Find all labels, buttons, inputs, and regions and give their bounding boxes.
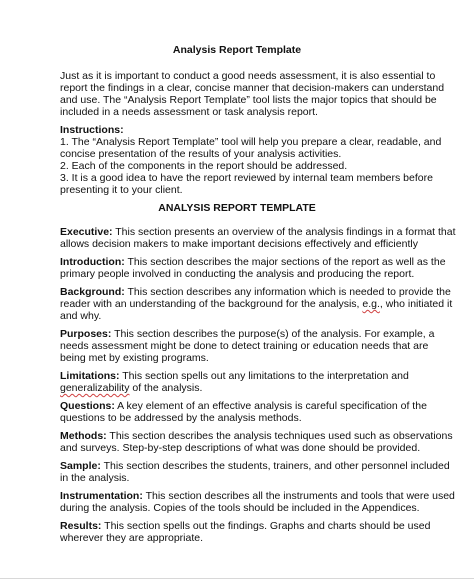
section-sample-line-2: in the analysis. bbox=[60, 472, 130, 484]
instructions-heading: Instructions: bbox=[60, 124, 124, 136]
section-sample-line-1: Sample: This section describes the students, trainers, and other personnel included bbox=[60, 460, 450, 472]
section-methods-line-1: Methods: This section describes the analysis techniques used such as observations bbox=[60, 430, 453, 442]
instruction-line-3: 2. Each of the components in the report should be addressed. bbox=[60, 160, 348, 172]
section-label-background: Background: bbox=[60, 286, 125, 298]
template-title: ANALYSIS REPORT TEMPLATE bbox=[158, 202, 316, 214]
section-questions-line-2: questions to be addressed by the analysis methods. bbox=[60, 412, 302, 424]
section-purposes-line-1: Purposes: This section describes the purpose(s) of the analysis. For example, a bbox=[60, 328, 435, 340]
instruction-line-1: 1. The “Analysis Report Template” tool will help you prepare a clear, readable, and bbox=[60, 136, 442, 148]
section-label-results: Results: bbox=[60, 520, 102, 532]
page-bottom-divider bbox=[0, 578, 474, 579]
section-purposes-line-3: being met by existing programs. bbox=[60, 352, 209, 364]
section-instrumentation-line-2: during the analysis. Copies of the tools should be included in the Appendices. bbox=[60, 502, 420, 514]
section-label-limitations: Limitations: bbox=[60, 370, 120, 382]
section-questions-line-1: Questions: A key element of an effective analysis is careful specification of the bbox=[60, 400, 427, 412]
spellcheck-word-generalizability: generalizability bbox=[60, 382, 130, 394]
section-limitations-line-2: generalizability of the analysis. bbox=[60, 382, 203, 394]
section-label-questions: Questions: bbox=[60, 400, 115, 412]
section-label-instrumentation: Instrumentation: bbox=[60, 490, 143, 502]
section-label-sample: Sample: bbox=[60, 460, 101, 472]
section-label-executive: Executive: bbox=[60, 226, 113, 238]
section-background-line-2: reader with an understanding of the background for the analysis, e.g., who initiated it bbox=[60, 298, 453, 310]
section-methods-line-2: and surveys. Step-by-step descriptions of what was done should be provided. bbox=[60, 442, 421, 454]
section-introduction-line-2: primary people involved in conducting the analysis and producing the report. bbox=[60, 268, 415, 280]
section-results-line-1: Results: This section spells out the findings. Graphs and charts should be used bbox=[60, 520, 431, 532]
section-background-line-1: Background: This section describes any information which is needed to provide the bbox=[60, 286, 451, 298]
instruction-line-4: 3. It is a good idea to have the report reviewed by internal team members before bbox=[60, 172, 433, 184]
section-instrumentation-line-1: Instrumentation: This section describes all the instruments and tools that were used bbox=[60, 490, 455, 502]
intro-line-2: report the findings in a clear, concise manner that decision-makers can understand bbox=[60, 82, 445, 94]
intro-line-4: included in a needs assessment or task analysis report. bbox=[60, 106, 318, 118]
section-executive-line-1: Executive: This section presents an overview of the analysis findings in a format that bbox=[60, 226, 456, 238]
section-label-purposes: Purposes: bbox=[60, 328, 112, 340]
section-limitations-line-1: Limitations: This section spells out any limitations to the interpretation and bbox=[60, 370, 409, 382]
section-background-line-3: and why. bbox=[60, 310, 102, 322]
section-results-line-2: wherever they are appropriate. bbox=[60, 532, 203, 544]
spellcheck-word-eg: e.g. bbox=[362, 298, 380, 310]
section-label-introduction: Introduction: bbox=[60, 256, 125, 268]
section-label-methods: Methods: bbox=[60, 430, 107, 442]
instruction-line-5: presenting it to your client. bbox=[60, 184, 183, 196]
intro-line-3: and use. The “Analysis Report Template” tool lists the major topics that should be bbox=[60, 94, 437, 106]
section-introduction-line-1: Introduction: This section describes the major sections of the report as well as the bbox=[60, 256, 446, 268]
section-purposes-line-2: needs assessment might be done to detect training or education needs that are bbox=[60, 340, 429, 352]
section-executive-line-2: allows decision makers to make important decisions effectively and efficiently bbox=[60, 238, 418, 250]
intro-line-1: Just as it is important to conduct a good needs assessment, it is also essential to bbox=[60, 70, 436, 82]
document-title: Analysis Report Template bbox=[172, 44, 302, 56]
instruction-line-2: concise presentation of the results of your analysis activities. bbox=[60, 148, 342, 160]
